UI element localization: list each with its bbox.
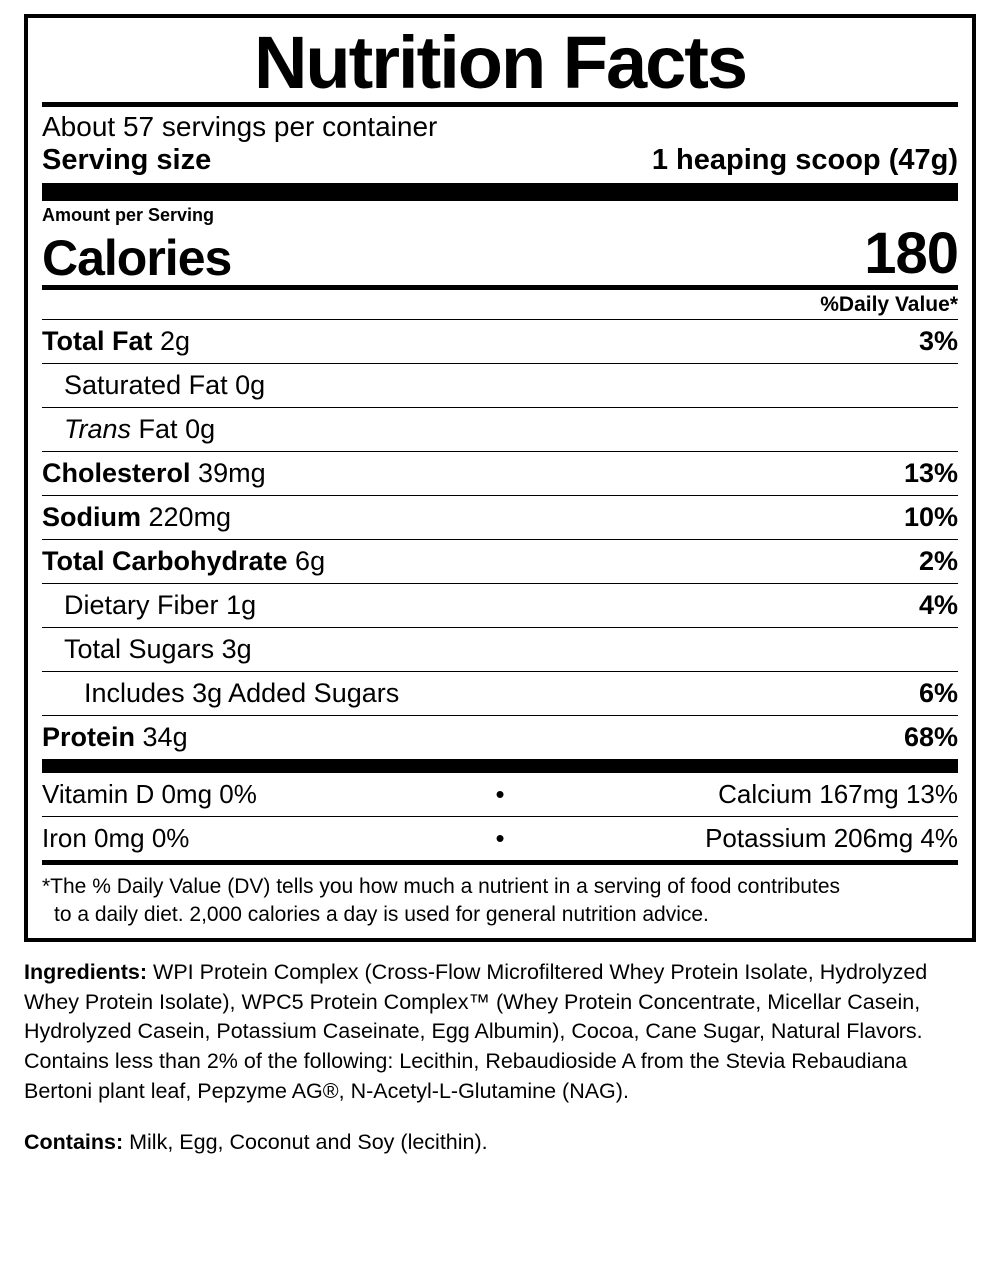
nutrient-row-cholesterol: [42, 452, 958, 495]
nutrient-row-dietary-fiber: [42, 584, 958, 627]
contains-text: Milk, Egg, Coconut and Soy (lecithin).: [129, 1130, 488, 1155]
nutrient-label-added-sugars: Includes 3g Added Sugars: [84, 678, 400, 709]
divider-thick-top: [42, 183, 958, 201]
ingredients-section: [18, 942, 982, 1106]
daily-value-header: %Daily Value*: [820, 292, 958, 316]
ingredients-text: WPI Protein Complex (Cross-Flow Microfiltered Whey Protein Isolate, Hydrolyzed Whey Protein Isolate), WPC5 Protein Complex™ (Whey Protein Concentrate, Micellar Casein, Hydrolyzed Casein, Potassium Caseinate, Egg Albumin), Cocoa, Cane Sugar, Natural Flavors. Contains less than 2% of the following: Lecithin, Rebaudioside A from the Stevia Rebaudiana Bertoni plant leaf, Pepzyme AG®, N-Acetyl-L-Glutamine (NAG).: [24, 960, 928, 1103]
nutrient-label-saturated-fat: Saturated Fat 0g: [64, 370, 266, 400]
nutrient-label-total-fat: Total Fat 2g: [42, 325, 191, 356]
calcium-value: Calcium 167mg 13%: [718, 779, 958, 810]
nutrient-dv-cholesterol: 13%: [903, 458, 958, 489]
nutrient-row-trans-fat: [42, 408, 958, 451]
separator-dot-icon: •: [495, 779, 505, 810]
calories-label: Calories: [42, 229, 232, 286]
nutrient-row-saturated-fat: [42, 364, 958, 407]
calories-row: [42, 221, 958, 287]
nutrient-dv-total-carbohydrate: 2%: [918, 546, 958, 577]
vitamins-section: [42, 773, 958, 860]
servings-per-container: About 57 servings per container: [42, 111, 438, 142]
vitamin-d-value: Vitamin D 0mg 0%: [42, 779, 257, 810]
nutrient-label-total-carbohydrate: Total Carbohydrate 6g: [42, 546, 326, 577]
vitamin-row-1: [42, 773, 958, 816]
amount-per-serving-label: Amount per Serving: [42, 204, 215, 225]
nutrient-row-total-sugars: [42, 628, 958, 671]
nutrient-dv-total-fat: 3%: [918, 325, 958, 356]
page-title: Nutrition Facts: [253, 21, 747, 104]
ingredients-heading: Ingredients:: [24, 960, 148, 985]
divider-thick-vitamins: [42, 759, 958, 773]
serving-size-row: [42, 144, 958, 182]
nutrition-facts-panel: [24, 14, 976, 942]
nutrient-label-protein: Protein 34g: [42, 722, 188, 753]
nutrient-row-total-carbohydrate: [42, 540, 958, 583]
serving-size-value: 1 heaping scoop (47g): [651, 144, 958, 177]
nutrient-label-trans-fat: Trans Fat 0g: [64, 414, 216, 445]
contains-section: [18, 1106, 982, 1158]
daily-value-footnote: [42, 865, 958, 928]
potassium-value: Potassium 206mg 4%: [705, 823, 958, 854]
nutrient-dv-protein: 68%: [903, 722, 958, 753]
vitamin-row-2: [42, 817, 958, 860]
iron-value: Iron 0mg 0%: [42, 823, 190, 854]
contains-heading: Contains:: [24, 1130, 124, 1155]
nutrient-dv-dietary-fiber: 4%: [918, 590, 958, 621]
nutrient-row-protein: [42, 716, 958, 759]
calories-value: 180: [864, 221, 958, 287]
nutrient-dv-sodium: 10%: [903, 502, 958, 533]
nutrient-label-cholesterol: Cholesterol 39mg: [42, 458, 266, 489]
footnote-line-1: *The % Daily Value (DV) tells you how much a nutrient in a serving of food contributes: [42, 875, 840, 899]
nutrient-row-sodium: [42, 496, 958, 539]
separator-dot-icon: •: [495, 823, 505, 854]
nutrient-label-total-sugars: Total Sugars 3g: [64, 634, 252, 665]
nutrient-label-sodium: Sodium 220mg: [42, 502, 232, 533]
nutrient-dv-added-sugars: 6%: [918, 678, 958, 709]
nutrient-label-dietary-fiber: Dietary Fiber 1g: [64, 590, 257, 621]
nutrient-row-added-sugars: [42, 672, 958, 715]
nutrient-row-total-fat: [42, 320, 958, 363]
footnote-line-2: to a daily diet. 2,000 calories a day is used for general nutrition advice.: [54, 902, 709, 926]
serving-size-label: Serving size: [42, 144, 212, 177]
